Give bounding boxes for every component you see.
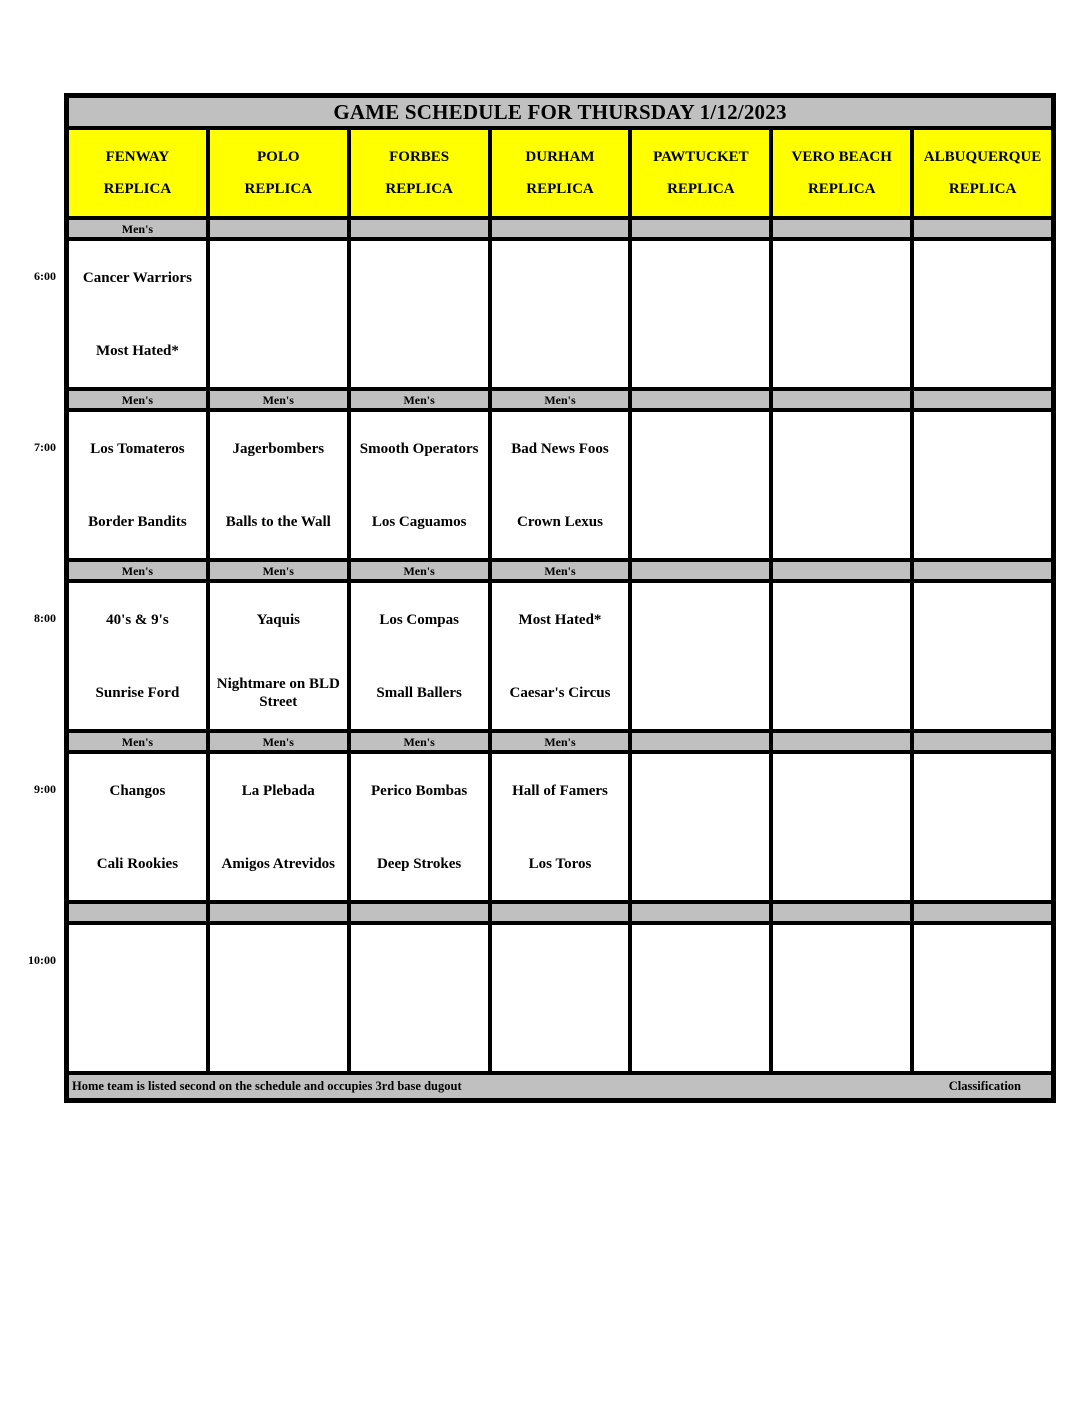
away-team [773,412,910,485]
venue-header-vero-beach [773,130,910,216]
away-team: Hall of Famers [512,782,608,799]
home-team [351,314,488,387]
away-team [351,925,488,998]
away-team [492,241,629,314]
division-band [914,904,1051,921]
game-cell [773,583,910,729]
time-label: 7:00 [34,440,56,454]
venue-name: POLO [257,148,300,165]
schedule-table [64,93,1056,1103]
home-team [210,998,347,1071]
division-band: Men's [492,733,629,750]
venue-subtitle: REPLICA [526,180,594,197]
division-band [210,904,347,921]
game-cell [210,925,347,1071]
venue-subtitle: REPLICA [385,180,453,197]
game-cell [773,412,910,558]
division-band: Men's [69,220,206,237]
home-team [351,998,488,1071]
away-team: 40's & 9's [106,611,169,628]
division-band: Men's [210,562,347,579]
home-team [632,656,769,729]
division-band [351,904,488,921]
venue-subtitle: REPLICA [807,180,876,197]
venue-subtitle: REPLICA [103,180,172,197]
home-team [632,485,769,558]
home-team [632,314,769,387]
away-team: Smooth Operators [359,440,479,457]
away-team: Los Tomateros [90,440,185,457]
away-team [914,412,1051,485]
division-band [773,562,910,579]
home-team [773,827,910,900]
home-team [632,998,769,1071]
home-team: Nightmare on BLD Street [216,675,340,710]
game-cell [632,754,769,900]
away-team: Cancer Warriors [82,269,192,286]
home-team: Small Ballers [376,684,462,701]
away-team: La Plebada [241,782,315,799]
venue-name: VERO BEACH [791,148,892,165]
home-team [914,998,1051,1071]
home-team: Amigos Atrevidos [221,855,336,872]
game-cell [914,925,1051,1071]
division-band [492,220,629,237]
home-team [914,827,1051,900]
game-cell [773,754,910,900]
division-band [492,904,629,921]
game-cell [632,583,769,729]
game-cell [210,754,347,900]
division-band [773,733,910,750]
division-band: Men's [492,562,629,579]
away-team: Most Hated* [518,611,602,628]
division-band [773,904,910,921]
venue-subtitle: REPLICA [244,180,313,197]
away-team [632,925,769,998]
division-band: Men's [210,391,347,408]
game-cell [492,754,629,900]
game-cell [914,241,1051,387]
division-band [69,904,206,921]
venue-header-durham [492,130,629,216]
division-band: Men's [351,562,488,579]
division-band [914,391,1051,408]
home-team: Sunrise Ford [95,684,180,701]
home-team [632,827,769,900]
time-label: 9:00 [34,782,56,796]
footer-classification-label: Classification [948,1079,1021,1093]
game-cell [69,754,206,900]
division-band [632,220,769,237]
away-team [914,754,1051,827]
home-team [492,998,629,1071]
away-team [632,754,769,827]
home-team [773,656,910,729]
away-team [773,925,910,998]
game-cell [492,412,629,558]
home-team: Crown Lexus [516,513,603,530]
game-cell [773,241,910,387]
game-cell [69,583,206,729]
home-team: Cali Rookies [96,855,179,872]
game-cell [632,412,769,558]
away-team [773,241,910,314]
game-cell [773,925,910,1071]
game-cell [210,583,347,729]
away-team [632,241,769,314]
time-label: 6:00 [34,269,56,283]
venue-name: DURHAM [525,148,595,165]
division-band [632,733,769,750]
away-team: Yaquis [256,611,300,628]
home-team [914,656,1051,729]
away-team [914,583,1051,656]
venue-header-polo [210,130,347,216]
away-team [210,925,347,998]
home-team [69,998,206,1071]
division-band: Men's [351,733,488,750]
venue-header-fenway [69,130,206,216]
division-band [632,391,769,408]
game-cell [351,583,488,729]
away-team: Changos [109,782,166,799]
game-cell [351,241,488,387]
home-team [773,485,910,558]
away-team [773,583,910,656]
game-cell [492,925,629,1071]
division-band: Men's [492,391,629,408]
division-band [914,733,1051,750]
game-cell [351,925,488,1071]
game-cell [492,241,629,387]
venue-subtitle: REPLICA [948,180,1017,197]
division-band [773,220,910,237]
home-team [210,314,347,387]
away-team [69,925,206,998]
away-team [351,241,488,314]
division-band [632,562,769,579]
division-band [351,220,488,237]
game-cell [351,412,488,558]
away-team [914,241,1051,314]
schedule-title: GAME SCHEDULE FOR THURSDAY 1/12/2023 [69,98,1051,126]
away-team [632,412,769,485]
away-team: Perico Bombas [371,782,468,799]
game-cell [914,583,1051,729]
footer-bar [69,1075,1051,1098]
game-cell [69,412,206,558]
venue-name: FENWAY [105,148,170,165]
home-team: Most Hated* [95,342,179,359]
home-team: Balls to the Wall [225,513,331,530]
game-cell [210,241,347,387]
game-cell [492,583,629,729]
away-team [914,925,1051,998]
venue-name: FORBES [389,148,450,165]
venue-header-pawtucket [632,130,769,216]
game-cell [914,754,1051,900]
home-team [492,314,629,387]
away-team: Los Compas [379,611,459,628]
home-team: Border Bandits [88,513,187,530]
game-cell [210,412,347,558]
away-team: Jagerbombers [232,440,325,457]
time-label: 10:00 [28,953,56,967]
away-team [210,241,347,314]
venue-name: ALBUQUERQUE [923,148,1042,165]
away-team [632,583,769,656]
division-band: Men's [69,391,206,408]
division-band [773,391,910,408]
away-team: Bad News Foos [511,440,609,457]
division-band: Men's [210,733,347,750]
game-cell [69,925,206,1071]
home-team [914,485,1051,558]
home-team: Deep Strokes [376,855,462,872]
home-team [773,998,910,1071]
footer-note: Home team is listed second on the schedule and occupies 3rd base dugout [72,1079,462,1093]
game-cell [914,412,1051,558]
venue-subtitle: REPLICA [667,180,735,197]
home-team: Caesar's Circus [509,684,611,701]
game-cell [69,241,206,387]
home-team [914,314,1051,387]
home-team: Los Caguamos [371,513,467,530]
venue-name: PAWTUCKET [653,148,749,165]
game-cell [632,925,769,1071]
division-band: Men's [69,562,206,579]
division-band [632,904,769,921]
division-band [210,220,347,237]
away-team [773,754,910,827]
division-band: Men's [351,391,488,408]
away-team [492,925,629,998]
division-band [914,562,1051,579]
time-label: 8:00 [34,611,56,625]
home-team [773,314,910,387]
venue-header-albuquerque [914,130,1051,216]
division-band: Men's [69,733,206,750]
game-cell [351,754,488,900]
division-band [914,220,1051,237]
venue-header-forbes [351,130,488,216]
game-cell [632,241,769,387]
home-team: Los Toros [528,855,592,872]
